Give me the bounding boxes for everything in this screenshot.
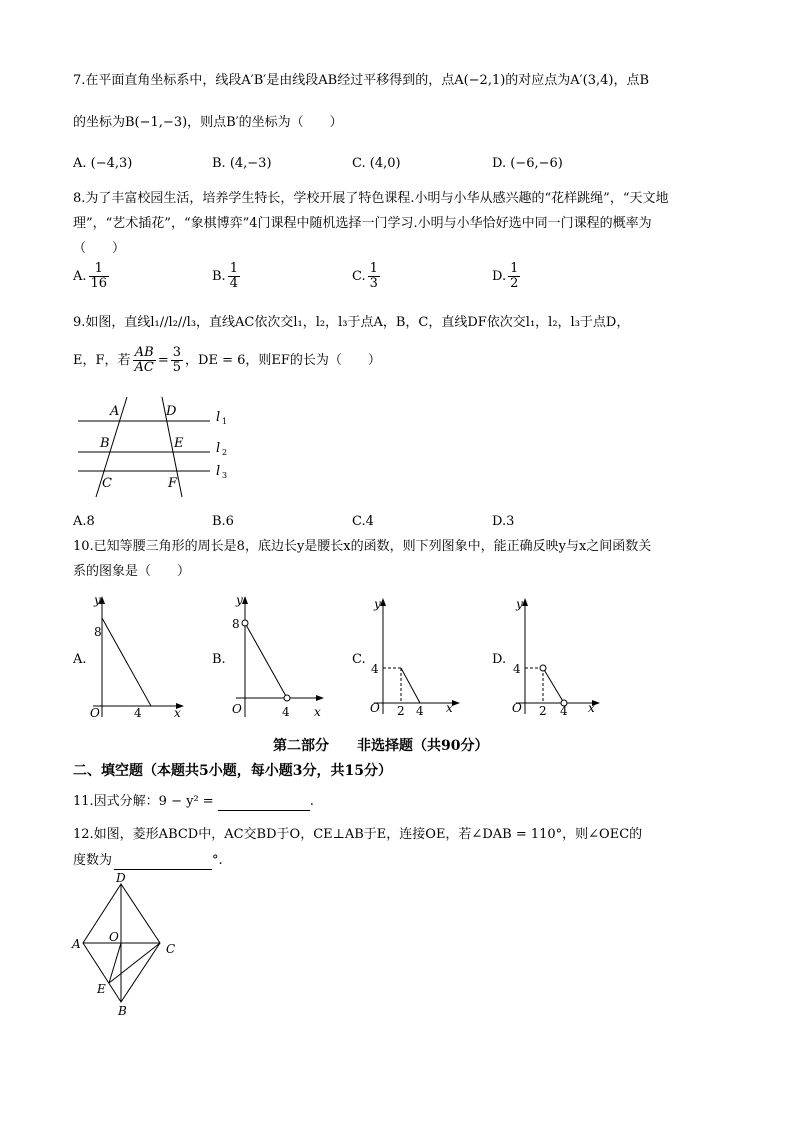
label-b: B [100,436,110,451]
svg-text:4: 4 [134,706,142,720]
section2-title: 二、填空题（本题共5小题，每小题3分，共15分） [73,763,392,779]
label-l1: l [216,410,221,425]
graph-b [228,592,328,722]
svg-text:4: 4 [416,704,424,718]
fraction: $\frac{1}{2}$ [510,261,519,291]
svg-text:2: 2 [397,704,405,718]
q8-option-b[interactable]: B. $\frac{1}{4}$ [212,261,238,291]
q9-option-c[interactable]: C.4 [352,514,374,529]
fraction: $\frac{1}{3}$ [369,261,378,291]
graph-a [88,592,188,722]
svg-text:4: 4 [513,662,521,676]
label-l2: l [216,441,221,456]
svg-text:A: A [72,937,81,951]
q12-line2: 度数为 °. [73,853,223,868]
q12-answer-blank[interactable] [114,855,212,870]
q7-line2: 的坐标为B(−1,−3)，则点B′的坐标为（ ） [73,115,343,130]
part2-title: 第二部分 非选择题（共90分） [273,738,489,754]
svg-text:O: O [512,701,522,715]
q7-line1: 7.在平面直角坐标系中，线段A′B′是由线段AB经过平移得到的，点A(−2,1)的对应点为A′(3,4)，点B [73,73,649,88]
svg-text:O: O [90,706,100,720]
q8-line2: 理”，“艺术插花”，“象棋博弈”4门课程中随机选择一门学习.小明与小华恰好选中同一门课程的概率为 [73,216,652,231]
svg-text:y: y [94,593,101,607]
q8-line1: 8.为了丰富校园生活，培养学生特长，学校开展了特色课程.小明与小华从感兴趣的“花样跳绳”，“天文地 [73,191,669,206]
fraction: $\frac{1}{4}$ [229,261,238,291]
svg-text:x: x [174,706,181,720]
q7-option-c[interactable]: C. (4,0) [352,156,401,171]
label-e: E [174,436,184,451]
graph-c [366,592,466,722]
q8-option-c[interactable]: C. $\frac{1}{3}$ [352,261,378,291]
svg-text:y: y [236,593,243,607]
q8-option-a[interactable]: A. $\frac{1}{16}$ [73,261,108,291]
svg-text:y: y [374,597,381,611]
svg-text:y: y [516,597,523,611]
q10-option-b[interactable]: B. [212,652,226,667]
svg-text:4: 4 [371,662,379,676]
svg-text:x: x [314,705,321,719]
graph-d [508,592,608,722]
label-c: C [102,476,112,491]
q9-option-b[interactable]: B.6 [212,514,234,529]
svg-text:x: x [588,701,595,715]
fraction: $\frac{1}{16}$ [90,261,108,291]
rhombus-figure [70,872,190,1020]
svg-text:E: E [97,982,106,996]
label-l1-sub: 1 [222,417,228,426]
svg-text:O: O [232,702,242,716]
q9-line2: E，F，若 $\frac{AB}{AC}$ = $\frac{3}{5}$ ，DE = 6，则EF的长为（ ） [73,345,381,375]
q10-line2: 系的图象是（ ） [73,564,191,579]
svg-text:O: O [370,701,380,715]
svg-text:C: C [166,942,176,956]
label-l3: l [216,464,221,479]
fraction-three-fifths: $\frac{3}{5}$ [172,345,182,375]
label-l2-sub: 2 [222,448,228,457]
svg-text:8: 8 [94,625,102,639]
svg-text:O: O [109,930,119,944]
q10-line1: 10.已知等腰三角形的周长是8，底边长y是腰长x的函数，则下列图象中，能正确反映y与x之间函数关 [73,539,652,554]
q9-line1: 9.如图，直线l₁//l₂//l₃，直线AC依次交l₁，l₂，l₃于点A，B，C，直线DF依次交l₁，l₂，l₃于点D， [73,315,630,330]
q9-option-a[interactable]: A.8 [73,514,95,529]
q9-option-d[interactable]: D.3 [492,514,515,529]
q8-line3: （ ） [73,241,126,256]
q11-line: 11.因式分解：9 − y² = . [73,794,314,809]
q10-option-d[interactable]: D. [492,652,507,667]
svg-text:4: 4 [560,704,568,718]
q7-option-d[interactable]: D. (−6,−6) [492,156,563,171]
q7-option-a[interactable]: A. (−4,3) [73,156,133,171]
q10-option-a[interactable]: A. [73,652,87,667]
q10-option-c[interactable]: C. [352,652,366,667]
svg-text:B: B [118,1004,127,1018]
svg-text:2: 2 [539,704,547,718]
svg-text:D: D [116,872,126,885]
label-l3-sub: 3 [222,471,228,480]
svg-text:8: 8 [232,617,240,631]
fraction-ab-ac: $\frac{AB}{AC}$ [134,345,154,375]
q7-option-b[interactable]: B. (4,−3) [212,156,272,171]
svg-text:4: 4 [282,705,290,719]
label-d: D [166,404,177,419]
parallel-lines-figure [70,395,240,505]
q8-option-d[interactable]: D. $\frac{1}{2}$ [492,261,519,291]
q12-line1: 12.如图，菱形ABCD中，AC交BD于O，CE⊥AB于E，连接OE，若∠DAB = 110°，则∠OEC的 [73,827,643,842]
label-f: F [168,476,178,491]
label-a: A [110,404,120,419]
q11-answer-blank[interactable] [218,796,310,811]
svg-text:x: x [446,701,453,715]
